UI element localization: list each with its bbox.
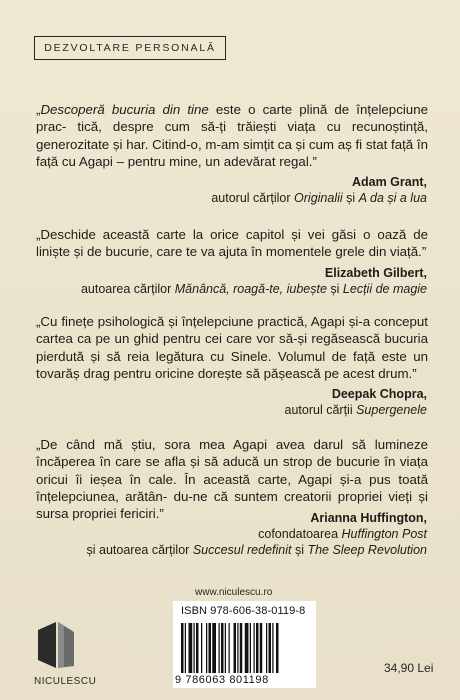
role-text: și	[342, 191, 359, 205]
barcode-bar	[272, 623, 273, 673]
barcode-icon	[179, 623, 310, 673]
author-gilbert	[81, 265, 427, 297]
quote-text: „	[36, 102, 41, 117]
barcode-bar	[212, 623, 216, 673]
logo-graphic	[34, 618, 90, 670]
barcode-bar	[189, 623, 193, 673]
quote-text: în care se afla și să aducă un strop de bucurie în viața oricui îi ieșea în	[36, 454, 428, 487]
quote-gilbert	[36, 226, 428, 261]
quote-text: este o carte plină de înțelepciune prac-	[36, 102, 428, 135]
author-name: Arianna Huffington,	[310, 511, 427, 525]
barcode-bar	[266, 623, 267, 673]
barcode-bar	[194, 623, 195, 673]
barcode-bar	[250, 623, 251, 673]
barcode-bar	[245, 623, 249, 673]
barcode-bar	[181, 623, 184, 673]
barcode-bar	[234, 623, 237, 673]
quote-text: pierdută și să reia legătura cu Sinele. Volumul de față este un tovarăș	[36, 348, 428, 381]
barcode-bar	[225, 623, 226, 673]
author-chopra	[285, 386, 427, 418]
book-title: Descoperă bucuria din tine	[40, 102, 209, 117]
quote-text: cale. În această carte, Agapi și-a pus toată înțelepciunea, arătân-	[36, 471, 428, 504]
barcode-bar	[201, 623, 202, 673]
author-name: Elizabeth Gilbert,	[324, 266, 427, 280]
author-role	[211, 190, 427, 206]
quote-grant	[36, 101, 428, 170]
author-role	[285, 402, 427, 418]
quote-text: du-ne că suntem creatorii propriei vieți și sursa propriei fericiri.”	[36, 488, 428, 522]
author-huffington	[87, 510, 428, 558]
quote-text: „De când mă știu, sora mea Agapi avea darul să lumineze încăperea	[36, 437, 428, 470]
publisher-website: www.niculescu.ro	[195, 587, 273, 598]
quote-text: har. Citind-o, m-am simțit ca și cum aș fi stat față în față cu Agapi –	[36, 136, 428, 169]
barcode-bar	[237, 623, 238, 673]
book-title: Mănâncă, roagă-te, iubește	[174, 282, 327, 296]
barcode-bar	[256, 623, 259, 673]
book-title: Supergenele	[356, 403, 427, 417]
barcode-bar	[276, 623, 279, 673]
barcode-bar	[260, 623, 263, 673]
barcode-bar	[196, 623, 199, 673]
publisher-name: NICULESCU	[34, 676, 97, 687]
barcode	[173, 601, 316, 688]
author-role	[87, 526, 428, 542]
price: 34,90 Lei	[384, 661, 434, 675]
author-role	[81, 281, 427, 297]
quote-text: de bucurie, care te va ajuta în momentele grele din viață.”	[87, 244, 427, 260]
book-title: The Sleep Revolution	[307, 543, 427, 557]
quote-text: pentru mine, un adevărat regal.”	[127, 153, 317, 169]
author-grant	[211, 174, 427, 206]
quote-chopra	[36, 313, 428, 382]
series-label: DEZVOLTARE PERSONALĂ	[34, 36, 226, 60]
role-text: și	[326, 282, 343, 296]
author-name: Adam Grant,	[351, 175, 427, 189]
barcode-bar	[229, 623, 230, 673]
book-title: Succesul redefinit	[192, 543, 292, 557]
isbn-number: ISBN 978-606-38-0119-8	[181, 605, 306, 617]
barcode-bar	[185, 623, 186, 673]
book-title: A da și a lua	[358, 191, 427, 205]
author-name: Deepak Chopra,	[331, 387, 427, 401]
barcode-bar	[240, 623, 243, 673]
author-role	[87, 542, 428, 558]
barcode-bar	[219, 623, 220, 673]
barcode-bar	[206, 623, 207, 673]
quote-text: „Cu finețe psihologică și înțelepciune practică, Agapi și-a conceput	[36, 314, 428, 329]
role-text: autorul cărții	[284, 403, 357, 417]
role-text: autoarea cărților	[80, 282, 175, 296]
barcode-bar	[269, 623, 272, 673]
barcode-digits: 9 786063 801198	[175, 674, 269, 686]
role-text: cofondatoarea	[258, 527, 342, 541]
book-title: Lecții de magie	[342, 282, 427, 296]
role-text: și autoarea cărților	[86, 543, 193, 557]
role-text: și	[291, 543, 308, 557]
niculescu-logo-icon	[34, 618, 90, 670]
quote-text: cartea ca pe un ghid pentru cei care vor să-și regăsească bucuria	[36, 331, 428, 347]
quote-text: drag pentru oricine dorește să pășească pe acest drum.”	[83, 365, 417, 381]
barcode-bar	[254, 623, 255, 673]
quote-text: tică, despre cum să-ți trăiești viața cu recunoștință, generozitate și	[36, 119, 428, 152]
publication-title: Huffington Post	[341, 527, 427, 541]
book-title: Originalii	[294, 191, 343, 205]
quote-text: „Deschide această carte la orice capitol și vei găsi o oază de liniște și	[36, 227, 428, 260]
role-text: autorul cărților	[211, 191, 295, 205]
barcode-bar	[209, 623, 212, 673]
barcode-bar	[221, 623, 224, 673]
